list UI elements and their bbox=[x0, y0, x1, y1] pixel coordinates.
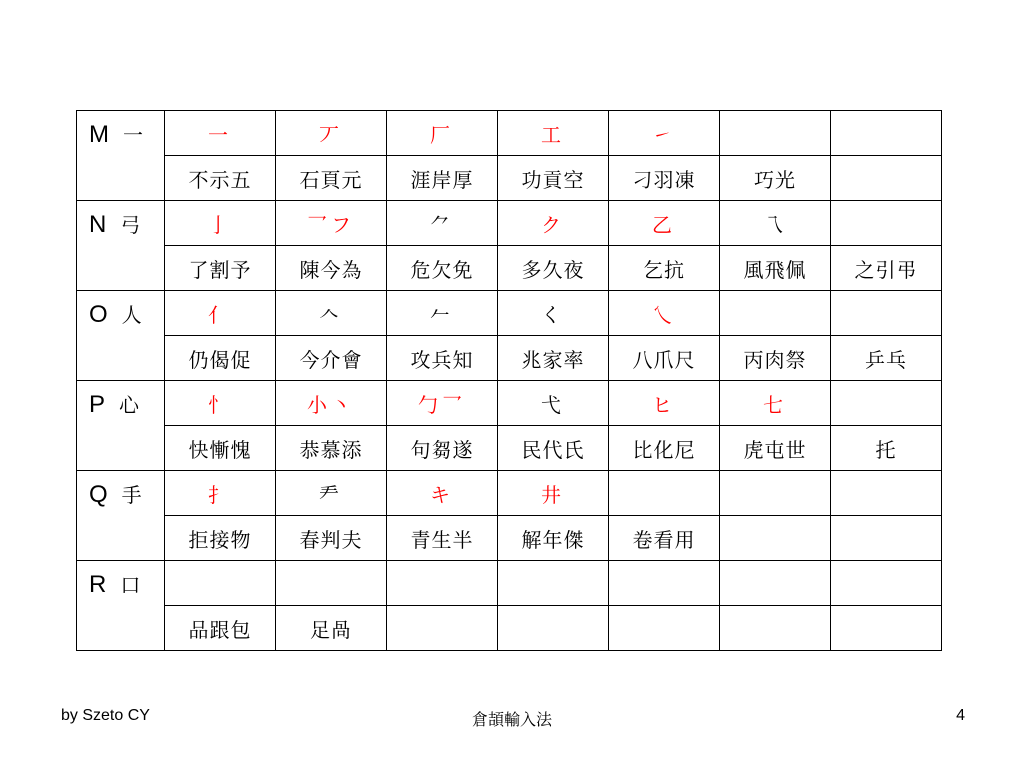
example-cell: 不示五 bbox=[165, 156, 276, 201]
example-cell bbox=[498, 606, 609, 651]
shape-cell: キ bbox=[387, 471, 498, 516]
shape-cell: 亅 bbox=[165, 201, 276, 246]
example-cell: 了割予 bbox=[165, 246, 276, 291]
shape-cell: 忄 bbox=[165, 381, 276, 426]
key-letter: Q bbox=[89, 481, 108, 508]
shape-cell: 龵 bbox=[276, 471, 387, 516]
example-cell: 風飛佩 bbox=[720, 246, 831, 291]
shape-row bbox=[77, 471, 942, 516]
example-row bbox=[77, 606, 942, 651]
shape-cell: 𠆢 bbox=[276, 291, 387, 336]
example-cell: 乒乓 bbox=[831, 336, 942, 381]
example-row bbox=[77, 246, 942, 291]
shape-cell: ヒ bbox=[609, 381, 720, 426]
shape-cell bbox=[387, 561, 498, 606]
example-cell: 石頁元 bbox=[276, 156, 387, 201]
example-cell: 品跟包 bbox=[165, 606, 276, 651]
shape-cell bbox=[276, 561, 387, 606]
shape-cell: 扌 bbox=[165, 471, 276, 516]
key-root-character: 口 bbox=[120, 573, 141, 597]
example-cell: 多久夜 bbox=[498, 246, 609, 291]
shape-cell: 勹乛 bbox=[387, 381, 498, 426]
example-cell: 八爪尺 bbox=[609, 336, 720, 381]
shape-cell: 弋 bbox=[498, 381, 609, 426]
example-cell bbox=[720, 516, 831, 561]
example-cell: 巧光 bbox=[720, 156, 831, 201]
example-cell: 陳今為 bbox=[276, 246, 387, 291]
key-letter: M bbox=[89, 121, 109, 148]
key-cell bbox=[77, 201, 165, 291]
example-cell: 虎屯世 bbox=[720, 426, 831, 471]
shape-row bbox=[77, 291, 942, 336]
shape-cell bbox=[609, 561, 720, 606]
key-root-character: 人 bbox=[121, 303, 142, 327]
shape-cell bbox=[831, 381, 942, 426]
shape-cell: 工 bbox=[498, 111, 609, 156]
key-cell bbox=[77, 111, 165, 201]
example-cell: 兆家率 bbox=[498, 336, 609, 381]
footer-author: by Szeto CY bbox=[61, 707, 150, 724]
example-cell bbox=[831, 156, 942, 201]
key-letter: R bbox=[89, 571, 107, 598]
example-cell bbox=[387, 606, 498, 651]
example-cell: 攻兵知 bbox=[387, 336, 498, 381]
shape-cell bbox=[831, 291, 942, 336]
key-cell bbox=[77, 471, 165, 561]
example-cell: 民代氏 bbox=[498, 426, 609, 471]
key-root-character: 一 bbox=[123, 123, 143, 147]
shape-cell: 井 bbox=[498, 471, 609, 516]
shape-cell: ク bbox=[498, 201, 609, 246]
key-root-character: 弓 bbox=[120, 213, 141, 237]
shape-cell bbox=[831, 471, 942, 516]
shape-cell: ㇀ bbox=[609, 111, 720, 156]
example-cell: 快慚愧 bbox=[165, 426, 276, 471]
shape-cell bbox=[498, 561, 609, 606]
shape-cell bbox=[831, 201, 942, 246]
key-letter: P bbox=[89, 391, 106, 418]
key-root-character: 心 bbox=[119, 393, 140, 417]
shape-cell: 小丶 bbox=[276, 381, 387, 426]
shape-cell bbox=[720, 111, 831, 156]
example-row bbox=[77, 426, 942, 471]
shape-cell bbox=[720, 561, 831, 606]
shape-cell: 乁 bbox=[720, 201, 831, 246]
shape-row bbox=[77, 381, 942, 426]
example-cell bbox=[831, 606, 942, 651]
example-row bbox=[77, 336, 942, 381]
shape-row bbox=[77, 201, 942, 246]
example-cell: 拒接物 bbox=[165, 516, 276, 561]
shape-cell: 厂 bbox=[387, 111, 498, 156]
example-cell: 功貢空 bbox=[498, 156, 609, 201]
key-cell bbox=[77, 381, 165, 471]
example-cell: 仍偈促 bbox=[165, 336, 276, 381]
example-cell: 涯岸厚 bbox=[387, 156, 498, 201]
example-cell: 之引弔 bbox=[831, 246, 942, 291]
key-cell bbox=[77, 291, 165, 381]
shape-cell bbox=[831, 111, 942, 156]
example-cell bbox=[831, 516, 942, 561]
example-cell: 刁羽凍 bbox=[609, 156, 720, 201]
example-row bbox=[77, 516, 942, 561]
footer-title: 倉頡輸入法 bbox=[471, 710, 552, 729]
key-letter: O bbox=[89, 301, 108, 328]
example-cell bbox=[609, 606, 720, 651]
key-letter: N bbox=[89, 211, 107, 238]
example-cell bbox=[720, 606, 831, 651]
shape-row bbox=[77, 111, 942, 156]
footer-page-number: 4 bbox=[956, 707, 965, 724]
example-cell: 今介會 bbox=[276, 336, 387, 381]
example-cell: 解年傑 bbox=[498, 516, 609, 561]
example-cell: 比化尼 bbox=[609, 426, 720, 471]
shape-cell: 乀 bbox=[609, 291, 720, 336]
shape-cell bbox=[609, 471, 720, 516]
shape-cell bbox=[831, 561, 942, 606]
shape-cell: ⺈ bbox=[387, 201, 498, 246]
example-cell: 青生半 bbox=[387, 516, 498, 561]
radical-table-body bbox=[77, 111, 942, 651]
example-cell: 恭慕添 bbox=[276, 426, 387, 471]
example-cell: 乞抗 bbox=[609, 246, 720, 291]
shape-cell: 丆 bbox=[276, 111, 387, 156]
shape-cell bbox=[720, 471, 831, 516]
example-cell: 卷看用 bbox=[609, 516, 720, 561]
key-cell bbox=[77, 561, 165, 651]
shape-cell: 七 bbox=[720, 381, 831, 426]
shape-cell bbox=[720, 291, 831, 336]
key-root-character: 手 bbox=[121, 483, 142, 507]
shape-cell: 乛フ bbox=[276, 201, 387, 246]
example-cell: 句芻遂 bbox=[387, 426, 498, 471]
shape-cell bbox=[165, 561, 276, 606]
example-cell: 春判夫 bbox=[276, 516, 387, 561]
shape-cell: 𠂉 bbox=[387, 291, 498, 336]
example-cell: 托 bbox=[831, 426, 942, 471]
shape-cell: 乙 bbox=[609, 201, 720, 246]
example-row bbox=[77, 156, 942, 201]
shape-cell: 亻 bbox=[165, 291, 276, 336]
example-cell: 丙肉祭 bbox=[720, 336, 831, 381]
radical-table bbox=[76, 110, 942, 651]
example-cell: 足咼 bbox=[276, 606, 387, 651]
example-cell: 危欠免 bbox=[387, 246, 498, 291]
shape-row bbox=[77, 561, 942, 606]
shape-cell: く bbox=[498, 291, 609, 336]
shape-cell: 一 bbox=[165, 111, 276, 156]
